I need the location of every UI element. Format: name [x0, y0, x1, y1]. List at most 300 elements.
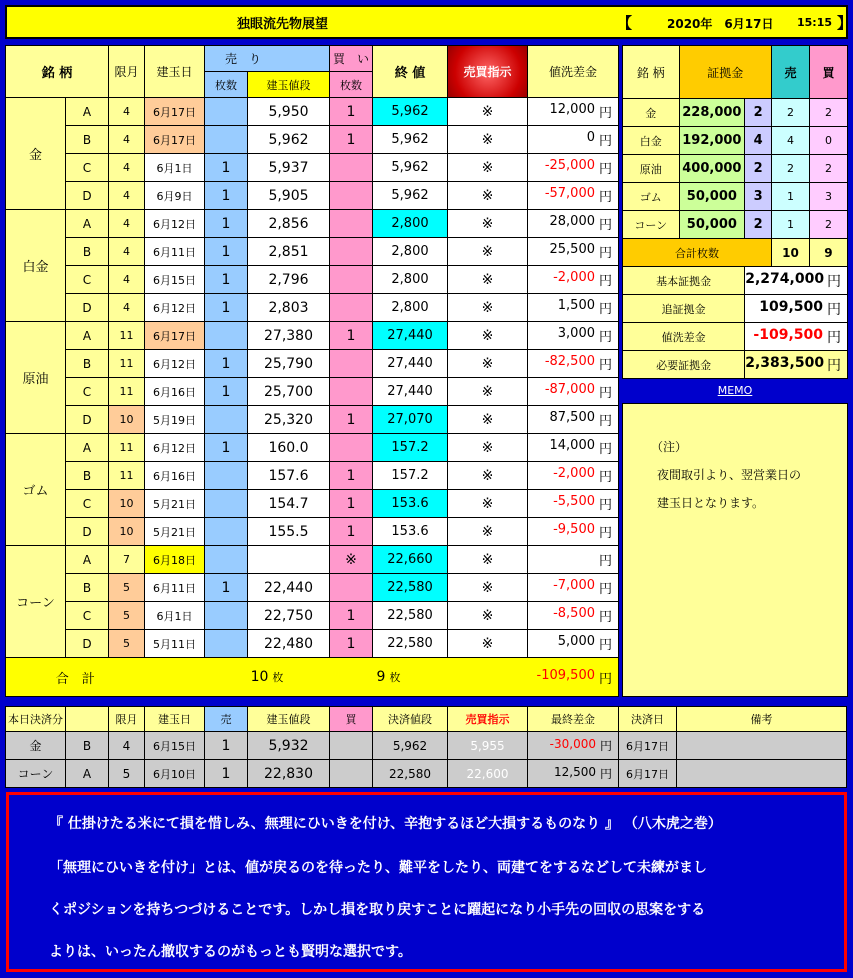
open-price: 2,796 — [248, 266, 330, 294]
settle-final-cell — [528, 732, 619, 760]
diff-value: 28,000 — [549, 214, 595, 229]
margin-sell: 2 — [771, 99, 809, 127]
contract-month: 4 — [109, 210, 145, 238]
open-date: 6月17日 — [145, 322, 205, 350]
diff-value: 5,000 — [557, 634, 595, 649]
buy-count: 1 — [330, 98, 373, 126]
diff-cell — [528, 238, 619, 266]
diff-cell — [528, 350, 619, 378]
position-row — [6, 154, 619, 182]
position-row — [6, 574, 619, 602]
margin-sell: 4 — [771, 127, 809, 155]
settle-month: 4 — [109, 732, 145, 760]
page-title: 独眼流先物展望 — [237, 17, 329, 32]
total-sell — [205, 658, 330, 697]
position-row — [6, 406, 619, 434]
report-date: 2020年 6月17日 — [667, 17, 774, 31]
margin-header-buy: 買 — [809, 46, 847, 99]
margin-amount: 192,000 — [679, 127, 745, 155]
position-label: B — [66, 350, 109, 378]
title-bar — [5, 5, 853, 39]
margin-row — [623, 211, 848, 239]
buy-count — [330, 378, 373, 406]
quote-line-1: 『 仕掛けたる米にて損を惜しみ、無理にひいきを付け、辛抱するほど大損するものなり 』 （八木虎之巻） — [49, 816, 722, 832]
header-month: 限月 — [109, 46, 145, 98]
settle-date: 6月15日 — [145, 732, 205, 760]
signal-mark: ※ — [448, 602, 528, 630]
buy-count — [330, 350, 373, 378]
margin-summary-row — [623, 351, 848, 379]
open-date: 5月19日 — [145, 406, 205, 434]
settle-commodity: 金 — [6, 732, 66, 760]
sell-count: 1 — [205, 154, 248, 182]
header-sell-count: 枚数 — [205, 72, 248, 98]
contract-month: 5 — [109, 602, 145, 630]
diff-value: 14,000 — [549, 438, 595, 453]
open-date: 6月9日 — [145, 182, 205, 210]
buy-count: 1 — [330, 630, 373, 658]
close-price: 157.2 — [373, 462, 448, 490]
yen-unit: 円 — [599, 414, 613, 429]
open-date: 5月21日 — [145, 518, 205, 546]
position-label: D — [66, 518, 109, 546]
close-price: 5,962 — [373, 126, 448, 154]
contract-month: 11 — [109, 322, 145, 350]
commodity-name: ゴム — [6, 434, 66, 546]
contract-month: 4 — [109, 154, 145, 182]
settle-note — [677, 760, 847, 788]
diff-value: 3,000 — [557, 326, 595, 341]
yen-unit: 円 — [599, 190, 613, 205]
open-price: 154.7 — [248, 490, 330, 518]
position-row — [6, 378, 619, 406]
position-label: C — [66, 378, 109, 406]
settle-yen: 円 — [599, 739, 612, 753]
margin-qty: 4 — [745, 127, 772, 155]
open-date: 6月15日 — [145, 266, 205, 294]
open-date: 6月11日 — [145, 574, 205, 602]
diff-cell — [528, 602, 619, 630]
settle-header-signal: 売買指示 — [448, 707, 528, 732]
diff-cell — [528, 574, 619, 602]
signal-mark: ※ — [448, 266, 528, 294]
settle-final-cell — [528, 760, 619, 788]
open-date: 6月1日 — [145, 602, 205, 630]
position-label: A — [66, 98, 109, 126]
settle-sell: 1 — [205, 760, 248, 788]
quote-box — [6, 792, 847, 972]
margin-sell: 2 — [771, 155, 809, 183]
buy-count — [330, 574, 373, 602]
signal-mark: ※ — [448, 434, 528, 462]
quote-line-4: よりは、いったん撤収するのがもっとも賢明な選択です。 — [49, 944, 412, 960]
contract-month: 7 — [109, 546, 145, 574]
close-price: 2,800 — [373, 238, 448, 266]
sell-count — [205, 406, 248, 434]
close-price: 2,800 — [373, 266, 448, 294]
yen-unit: 円 — [599, 526, 613, 541]
summary-yen: 円 — [827, 357, 841, 374]
margin-row — [623, 99, 848, 127]
diff-value: -7,000 — [553, 578, 595, 593]
total-yen: 円 — [599, 671, 613, 687]
yen-unit: 円 — [599, 246, 613, 261]
contract-month: 11 — [109, 378, 145, 406]
signal-mark: ※ — [448, 210, 528, 238]
contract-month: 10 — [109, 490, 145, 518]
total-sell-value: 10 — [250, 669, 269, 685]
signal-mark: ※ — [448, 350, 528, 378]
header-diff: 値洗差金 — [528, 46, 619, 98]
diff-cell — [528, 490, 619, 518]
summary-label: 基本証拠金 — [623, 267, 745, 295]
settle-settle-price: 5,962 — [373, 732, 448, 760]
open-price: 157.6 — [248, 462, 330, 490]
margin-qty: 2 — [745, 99, 772, 127]
position-label: B — [66, 574, 109, 602]
open-price: 2,856 — [248, 210, 330, 238]
sell-count: 1 — [205, 294, 248, 322]
open-price: 27,380 — [248, 322, 330, 350]
position-label: D — [66, 630, 109, 658]
margin-summary-row — [623, 323, 848, 351]
open-date: 5月11日 — [145, 630, 205, 658]
commodity-name: 金 — [6, 98, 66, 210]
diff-cell — [528, 98, 619, 126]
open-price: 25,320 — [248, 406, 330, 434]
close-price: 5,962 — [373, 154, 448, 182]
yen-unit: 円 — [599, 274, 613, 289]
diff-value: 0 — [586, 130, 595, 145]
buy-count — [330, 266, 373, 294]
settle-buy — [330, 732, 373, 760]
position-label: B — [66, 238, 109, 266]
margin-amount: 50,000 — [679, 183, 745, 211]
diff-cell — [528, 210, 619, 238]
diff-cell — [528, 266, 619, 294]
margin-buy: 2 — [809, 99, 847, 127]
buy-count — [330, 238, 373, 266]
sell-count: 1 — [205, 182, 248, 210]
open-date: 6月12日 — [145, 294, 205, 322]
close-price: 157.2 — [373, 434, 448, 462]
summary-yen: 円 — [827, 301, 841, 318]
contract-month: 11 — [109, 462, 145, 490]
signal-mark: ※ — [448, 182, 528, 210]
sell-count: 1 — [205, 238, 248, 266]
commodity-name: 原油 — [6, 322, 66, 434]
yen-unit: 円 — [599, 442, 613, 457]
settle-signal: 5,955 — [448, 732, 528, 760]
header-buy: 買 い — [330, 46, 373, 72]
settle-header-date: 建玉日 — [145, 707, 205, 732]
diff-cell — [528, 322, 619, 350]
margin-summary-row — [623, 267, 848, 295]
buy-count: 1 — [330, 602, 373, 630]
margin-qty: 2 — [745, 211, 772, 239]
yen-unit: 円 — [599, 638, 613, 653]
open-date: 6月11日 — [145, 238, 205, 266]
open-date: 6月12日 — [145, 434, 205, 462]
diff-cell — [528, 378, 619, 406]
yen-unit: 円 — [599, 470, 613, 485]
settlement-row — [6, 760, 847, 788]
settle-price: 5,932 — [248, 732, 330, 760]
contract-month: 10 — [109, 518, 145, 546]
position-label: D — [66, 182, 109, 210]
close-price: 22,580 — [373, 630, 448, 658]
header-close: 終 値 — [373, 46, 448, 98]
total-buy-value: 9 — [376, 669, 386, 685]
total-buy — [330, 658, 448, 697]
yen-unit: 円 — [599, 106, 613, 121]
signal-mark: ※ — [448, 546, 528, 574]
summary-yen: 円 — [827, 273, 841, 290]
close-price: 5,962 — [373, 98, 448, 126]
sell-count: 1 — [205, 434, 248, 462]
settle-header-buy: 買 — [330, 707, 373, 732]
signal-mark: ※ — [448, 126, 528, 154]
open-price: 2,803 — [248, 294, 330, 322]
margin-buy: 2 — [809, 155, 847, 183]
sell-count — [205, 602, 248, 630]
buy-count — [330, 154, 373, 182]
margin-sell: 1 — [771, 211, 809, 239]
contract-month: 4 — [109, 238, 145, 266]
open-price — [248, 546, 330, 574]
signal-mark: ※ — [448, 406, 528, 434]
settlement-row — [6, 732, 847, 760]
contract-month: 4 — [109, 182, 145, 210]
position-row — [6, 182, 619, 210]
position-row — [6, 546, 619, 574]
settle-header-pos — [66, 707, 109, 732]
buy-count — [330, 182, 373, 210]
yen-unit: 円 — [599, 582, 613, 597]
header-buy-count: 枚数 — [330, 72, 373, 98]
margin-commodity: 金 — [623, 99, 680, 127]
signal-mark: ※ — [448, 294, 528, 322]
close-price: 27,440 — [373, 378, 448, 406]
sell-count — [205, 546, 248, 574]
contract-month: 4 — [109, 98, 145, 126]
total-label: 合 計 — [6, 658, 145, 697]
yen-unit: 円 — [599, 610, 613, 625]
summary-value: 109,500 — [759, 298, 823, 315]
diff-cell — [528, 154, 619, 182]
open-price: 5,950 — [248, 98, 330, 126]
settle-header-final: 最終差金 — [528, 707, 619, 732]
summary-value: 2,383,500 — [745, 354, 825, 371]
settle-header-sell: 売 — [205, 707, 248, 732]
buy-count — [330, 294, 373, 322]
settle-header-month: 限月 — [109, 707, 145, 732]
margin-amount: 228,000 — [679, 99, 745, 127]
diff-value: -82,500 — [544, 354, 595, 369]
summary-label: 追証拠金 — [623, 295, 745, 323]
margin-amount: 400,000 — [679, 155, 745, 183]
settle-sell: 1 — [205, 732, 248, 760]
margin-summary-row — [623, 295, 848, 323]
position-label: B — [66, 462, 109, 490]
contract-month: 4 — [109, 266, 145, 294]
position-row — [6, 294, 619, 322]
buy-count: 1 — [330, 406, 373, 434]
sell-count: 1 — [205, 266, 248, 294]
position-label: C — [66, 266, 109, 294]
settle-header-settle-price: 決済値段 — [373, 707, 448, 732]
buy-count: ※ — [330, 546, 373, 574]
open-date: 5月21日 — [145, 490, 205, 518]
diff-cell — [528, 630, 619, 658]
diff-value: -2,000 — [553, 270, 595, 285]
open-date: 6月18日 — [145, 546, 205, 574]
signal-mark: ※ — [448, 378, 528, 406]
diff-cell — [528, 294, 619, 322]
settle-final: -30,000 — [549, 737, 596, 751]
header-open-date: 建玉日 — [145, 46, 205, 98]
total-blank-2 — [448, 658, 528, 697]
position-label: B — [66, 126, 109, 154]
buy-count: 1 — [330, 126, 373, 154]
close-price: 153.6 — [373, 518, 448, 546]
summary-value-cell — [745, 323, 848, 351]
sell-count — [205, 462, 248, 490]
position-row — [6, 602, 619, 630]
settle-header-settle-date: 決済日 — [619, 707, 677, 732]
position-label: C — [66, 154, 109, 182]
buy-count: 1 — [330, 322, 373, 350]
contract-month: 10 — [109, 406, 145, 434]
settle-commodity: コーン — [6, 760, 66, 788]
diff-cell — [528, 434, 619, 462]
margin-total-sell: 10 — [771, 239, 809, 267]
memo-line-2: 夜間取引より、翌営業日の — [657, 468, 802, 482]
position-label: A — [66, 434, 109, 462]
header-open-price: 建玉値段 — [248, 72, 330, 98]
open-price: 5,905 — [248, 182, 330, 210]
contract-month: 4 — [109, 294, 145, 322]
buy-count — [330, 434, 373, 462]
position-row — [6, 238, 619, 266]
position-row — [6, 630, 619, 658]
diff-cell — [528, 126, 619, 154]
position-row — [6, 98, 619, 126]
open-date: 6月16日 — [145, 462, 205, 490]
quote-line-3: くポジションを持ちつづけることです。しかし損を取り戻すことに躍起になり小手先の回収の思案をする — [49, 902, 706, 918]
memo-line-1: （注） — [651, 440, 688, 454]
settle-final: 12,500 — [553, 765, 596, 779]
yen-unit: 円 — [599, 330, 613, 345]
open-date: 6月17日 — [145, 98, 205, 126]
yen-unit: 円 — [599, 498, 613, 513]
yen-unit: 円 — [599, 358, 613, 373]
margin-commodity: 白金 — [623, 127, 680, 155]
settle-yen: 円 — [599, 767, 612, 781]
position-row — [6, 350, 619, 378]
header-sell: 売 り — [205, 46, 330, 72]
yen-unit: 円 — [599, 134, 613, 149]
open-price: 22,750 — [248, 602, 330, 630]
settle-buy — [330, 760, 373, 788]
close-price: 153.6 — [373, 490, 448, 518]
diff-value: -25,000 — [544, 158, 595, 173]
margin-row — [623, 127, 848, 155]
settle-signal: 22,600 — [448, 760, 528, 788]
commodity-name: 白金 — [6, 210, 66, 322]
summary-value-cell — [745, 267, 848, 295]
signal-mark: ※ — [448, 98, 528, 126]
diff-value: -87,000 — [544, 382, 595, 397]
open-date: 6月12日 — [145, 210, 205, 238]
yen-unit: 円 — [599, 302, 613, 317]
sell-count — [205, 490, 248, 518]
sell-count — [205, 126, 248, 154]
position-label: A — [66, 546, 109, 574]
diff-value: 1,500 — [557, 298, 595, 313]
open-price: 2,851 — [248, 238, 330, 266]
open-date: 6月16日 — [145, 378, 205, 406]
margin-commodity: ゴム — [623, 183, 680, 211]
settle-settle-date: 6月17日 — [619, 760, 677, 788]
open-price: 25,700 — [248, 378, 330, 406]
open-price: 5,962 — [248, 126, 330, 154]
bracket-left: 【 — [617, 14, 633, 32]
close-price: 5,962 — [373, 182, 448, 210]
settle-header-title: 本日決済分 — [6, 707, 66, 732]
signal-mark: ※ — [448, 462, 528, 490]
signal-mark: ※ — [448, 238, 528, 266]
position-row — [6, 126, 619, 154]
summary-value: -109,500 — [753, 326, 823, 343]
buy-count — [330, 210, 373, 238]
diff-cell — [528, 546, 619, 574]
position-row — [6, 434, 619, 462]
close-price: 22,580 — [373, 602, 448, 630]
diff-cell — [528, 462, 619, 490]
sell-count — [205, 322, 248, 350]
margin-amount: 50,000 — [679, 211, 745, 239]
position-label: A — [66, 210, 109, 238]
margin-total-label: 合計枚数 — [623, 239, 772, 267]
margin-row — [623, 155, 848, 183]
position-row — [6, 490, 619, 518]
position-label: C — [66, 602, 109, 630]
positions-table — [5, 45, 619, 697]
memo-link[interactable]: MEMO — [622, 381, 848, 401]
margin-header-sell: 売 — [771, 46, 809, 99]
summary-value: 2,274,000 — [745, 270, 825, 287]
open-price: 22,480 — [248, 630, 330, 658]
buy-count: 1 — [330, 462, 373, 490]
position-label: C — [66, 490, 109, 518]
open-date: 6月12日 — [145, 350, 205, 378]
settle-pos: A — [66, 760, 109, 788]
open-date: 6月1日 — [145, 154, 205, 182]
summary-value-cell — [745, 351, 848, 379]
total-buy-unit: 枚 — [389, 671, 401, 684]
margin-row — [623, 183, 848, 211]
settle-header-note: 備考 — [677, 707, 847, 732]
report-time: 15:15 — [797, 16, 833, 29]
memo-line-3: 建玉日となります。 — [657, 496, 765, 510]
total-diff — [528, 658, 619, 697]
diff-value: 87,500 — [549, 410, 595, 425]
position-row — [6, 322, 619, 350]
commodity-name: コーン — [6, 546, 66, 658]
total-sell-unit: 枚 — [272, 671, 284, 684]
total-blank — [145, 658, 205, 697]
